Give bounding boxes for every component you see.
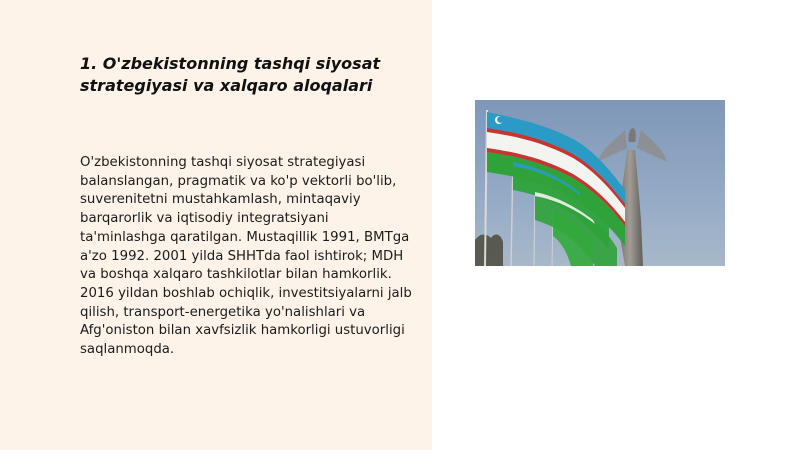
slide-body-text: O'zbekistonning tashqi siyosat strategiyasi balanslangan, pragmatik va ko'p vektorli bo'lib, suverenitetni mustahkamlash, mintaqaviy barqarorlik va iqtisodiy integratsiyani ta'minlashga qaratilgan. Mustaqillik 1991, BMTga a'zo 1992. 2001 yilda SHHTda faol ishtirok; MDH va boshqa xalqaro tashkilotlar bilan hamkorlik. 2016 yildan boshlab ochiqlik, investitsiyalarni jalb qilish, transport-energetika yo'nalishlari va Afg'oniston bilan xavfsizlik hamkorligi ustuvorligi saqlanmoqda. [80, 155, 412, 358]
photo-uzbek-flags [475, 100, 725, 266]
slide-title: 1. O'zbekistonning tashqi siyosat strategiyasi va xalqaro aloqalari [80, 54, 381, 95]
flags-image [475, 100, 725, 266]
